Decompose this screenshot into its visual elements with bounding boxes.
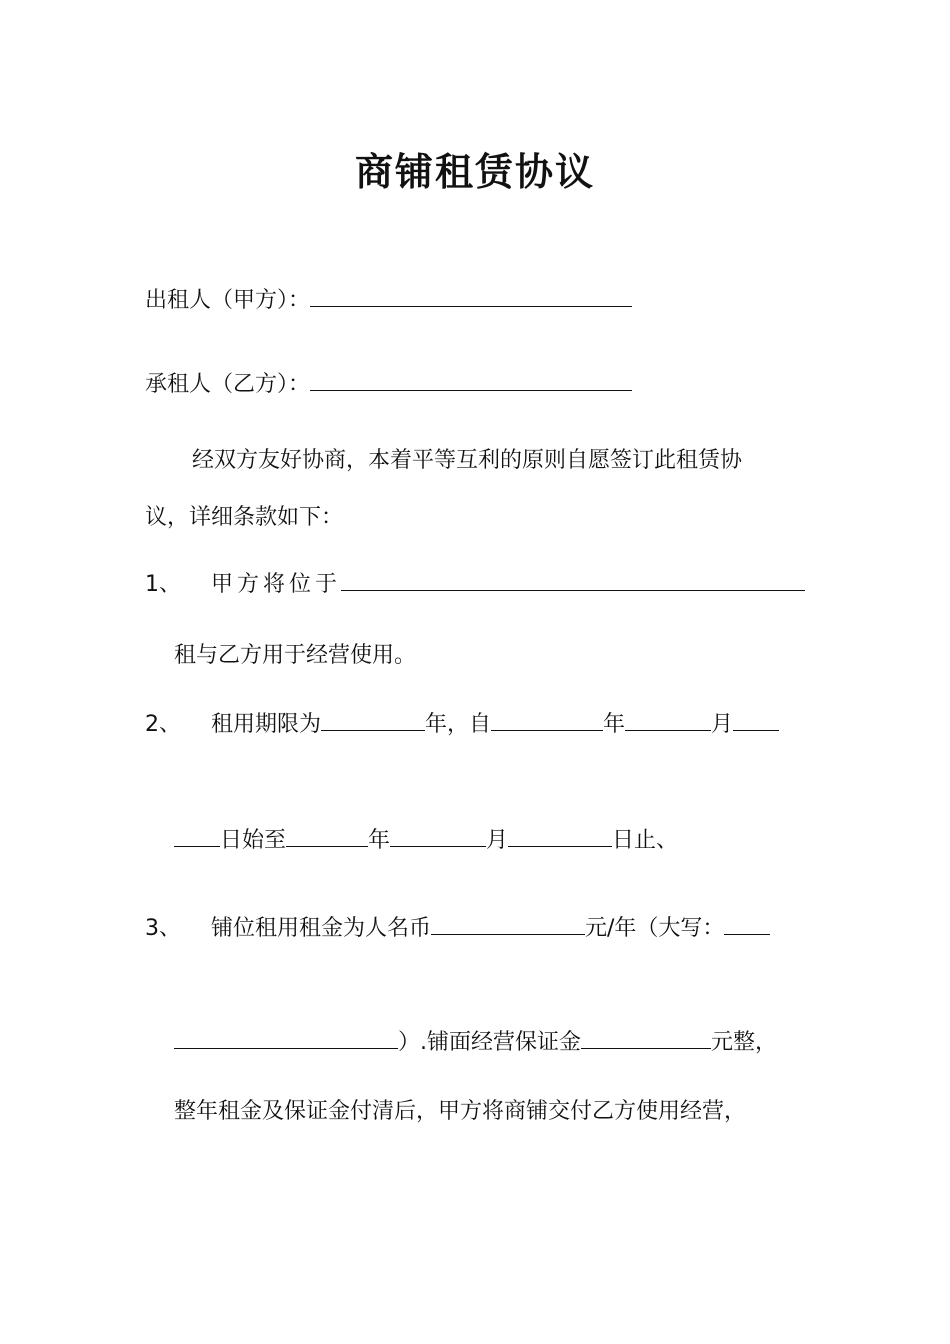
start-day-blank-a[interactable] bbox=[733, 708, 779, 731]
clause-3-row-3: 整年租金及保证金付清后，甲方将商铺交付乙方使用经营， bbox=[174, 1099, 747, 1124]
month-label: 月 bbox=[711, 712, 734, 737]
lessor-label: 出租人（甲方）： bbox=[145, 288, 311, 313]
clause-1-text: 甲方将位于 bbox=[211, 572, 342, 597]
year-label: 年 bbox=[603, 712, 626, 737]
intro-line-1: 经双方友好协商，本着平等互利的原则自愿签订此租赁协 bbox=[192, 448, 743, 473]
day-start-label: 日始至 bbox=[220, 828, 287, 853]
close-paren: ） bbox=[398, 1030, 421, 1055]
clause-3-text: 铺位租用租金为人名币 bbox=[211, 916, 432, 941]
clause-2-row-1 bbox=[145, 708, 779, 740]
lessee-row bbox=[145, 368, 632, 400]
intro-line-2: 议，详细条款如下： bbox=[145, 505, 344, 530]
clause-3-row-1 bbox=[145, 912, 770, 944]
lessee-blank[interactable] bbox=[310, 368, 632, 391]
document-title: 商铺租赁协议 bbox=[354, 149, 595, 194]
lessor-row bbox=[145, 284, 632, 316]
deposit-amount-blank[interactable] bbox=[581, 1026, 711, 1049]
rent-amount-blank[interactable] bbox=[431, 912, 585, 935]
start-day-blank-b[interactable] bbox=[174, 824, 220, 847]
day-end-label: 日止、 bbox=[612, 828, 679, 853]
clause-2-text: 租用期限为 bbox=[211, 712, 322, 737]
start-year-blank[interactable] bbox=[491, 708, 603, 731]
deposit-label: .铺面经营保证金 bbox=[420, 1030, 582, 1055]
term-years-blank[interactable] bbox=[321, 708, 425, 731]
clause-3-row-2 bbox=[174, 1026, 777, 1058]
end-day-blank[interactable] bbox=[508, 824, 612, 847]
clause-2-number: 2、 bbox=[145, 712, 181, 737]
shop-location-blank[interactable] bbox=[341, 568, 805, 591]
rent-words-blank-b[interactable] bbox=[174, 1026, 398, 1049]
per-year-label: 元/年（大写： bbox=[585, 916, 725, 941]
start-month-blank[interactable] bbox=[625, 708, 711, 731]
end-month-blank[interactable] bbox=[390, 824, 486, 847]
year-label: 年 bbox=[368, 828, 391, 853]
year-label: 年，自 bbox=[425, 712, 492, 737]
rent-words-blank-a[interactable] bbox=[724, 912, 770, 935]
month-label: 月 bbox=[486, 828, 509, 853]
clause-2-row-2 bbox=[174, 824, 678, 856]
lessee-label: 承租人（乙方）： bbox=[145, 372, 311, 397]
lessor-blank[interactable] bbox=[310, 284, 632, 307]
yuan-whole-label: 元整， bbox=[711, 1030, 778, 1055]
clause-1-row-2: 租与乙方用于经营使用。 bbox=[174, 643, 417, 668]
clause-3-number: 3、 bbox=[145, 916, 181, 941]
clause-1-row-1 bbox=[145, 568, 805, 600]
end-year-blank[interactable] bbox=[286, 824, 368, 847]
clause-1-number: 1、 bbox=[145, 572, 181, 597]
